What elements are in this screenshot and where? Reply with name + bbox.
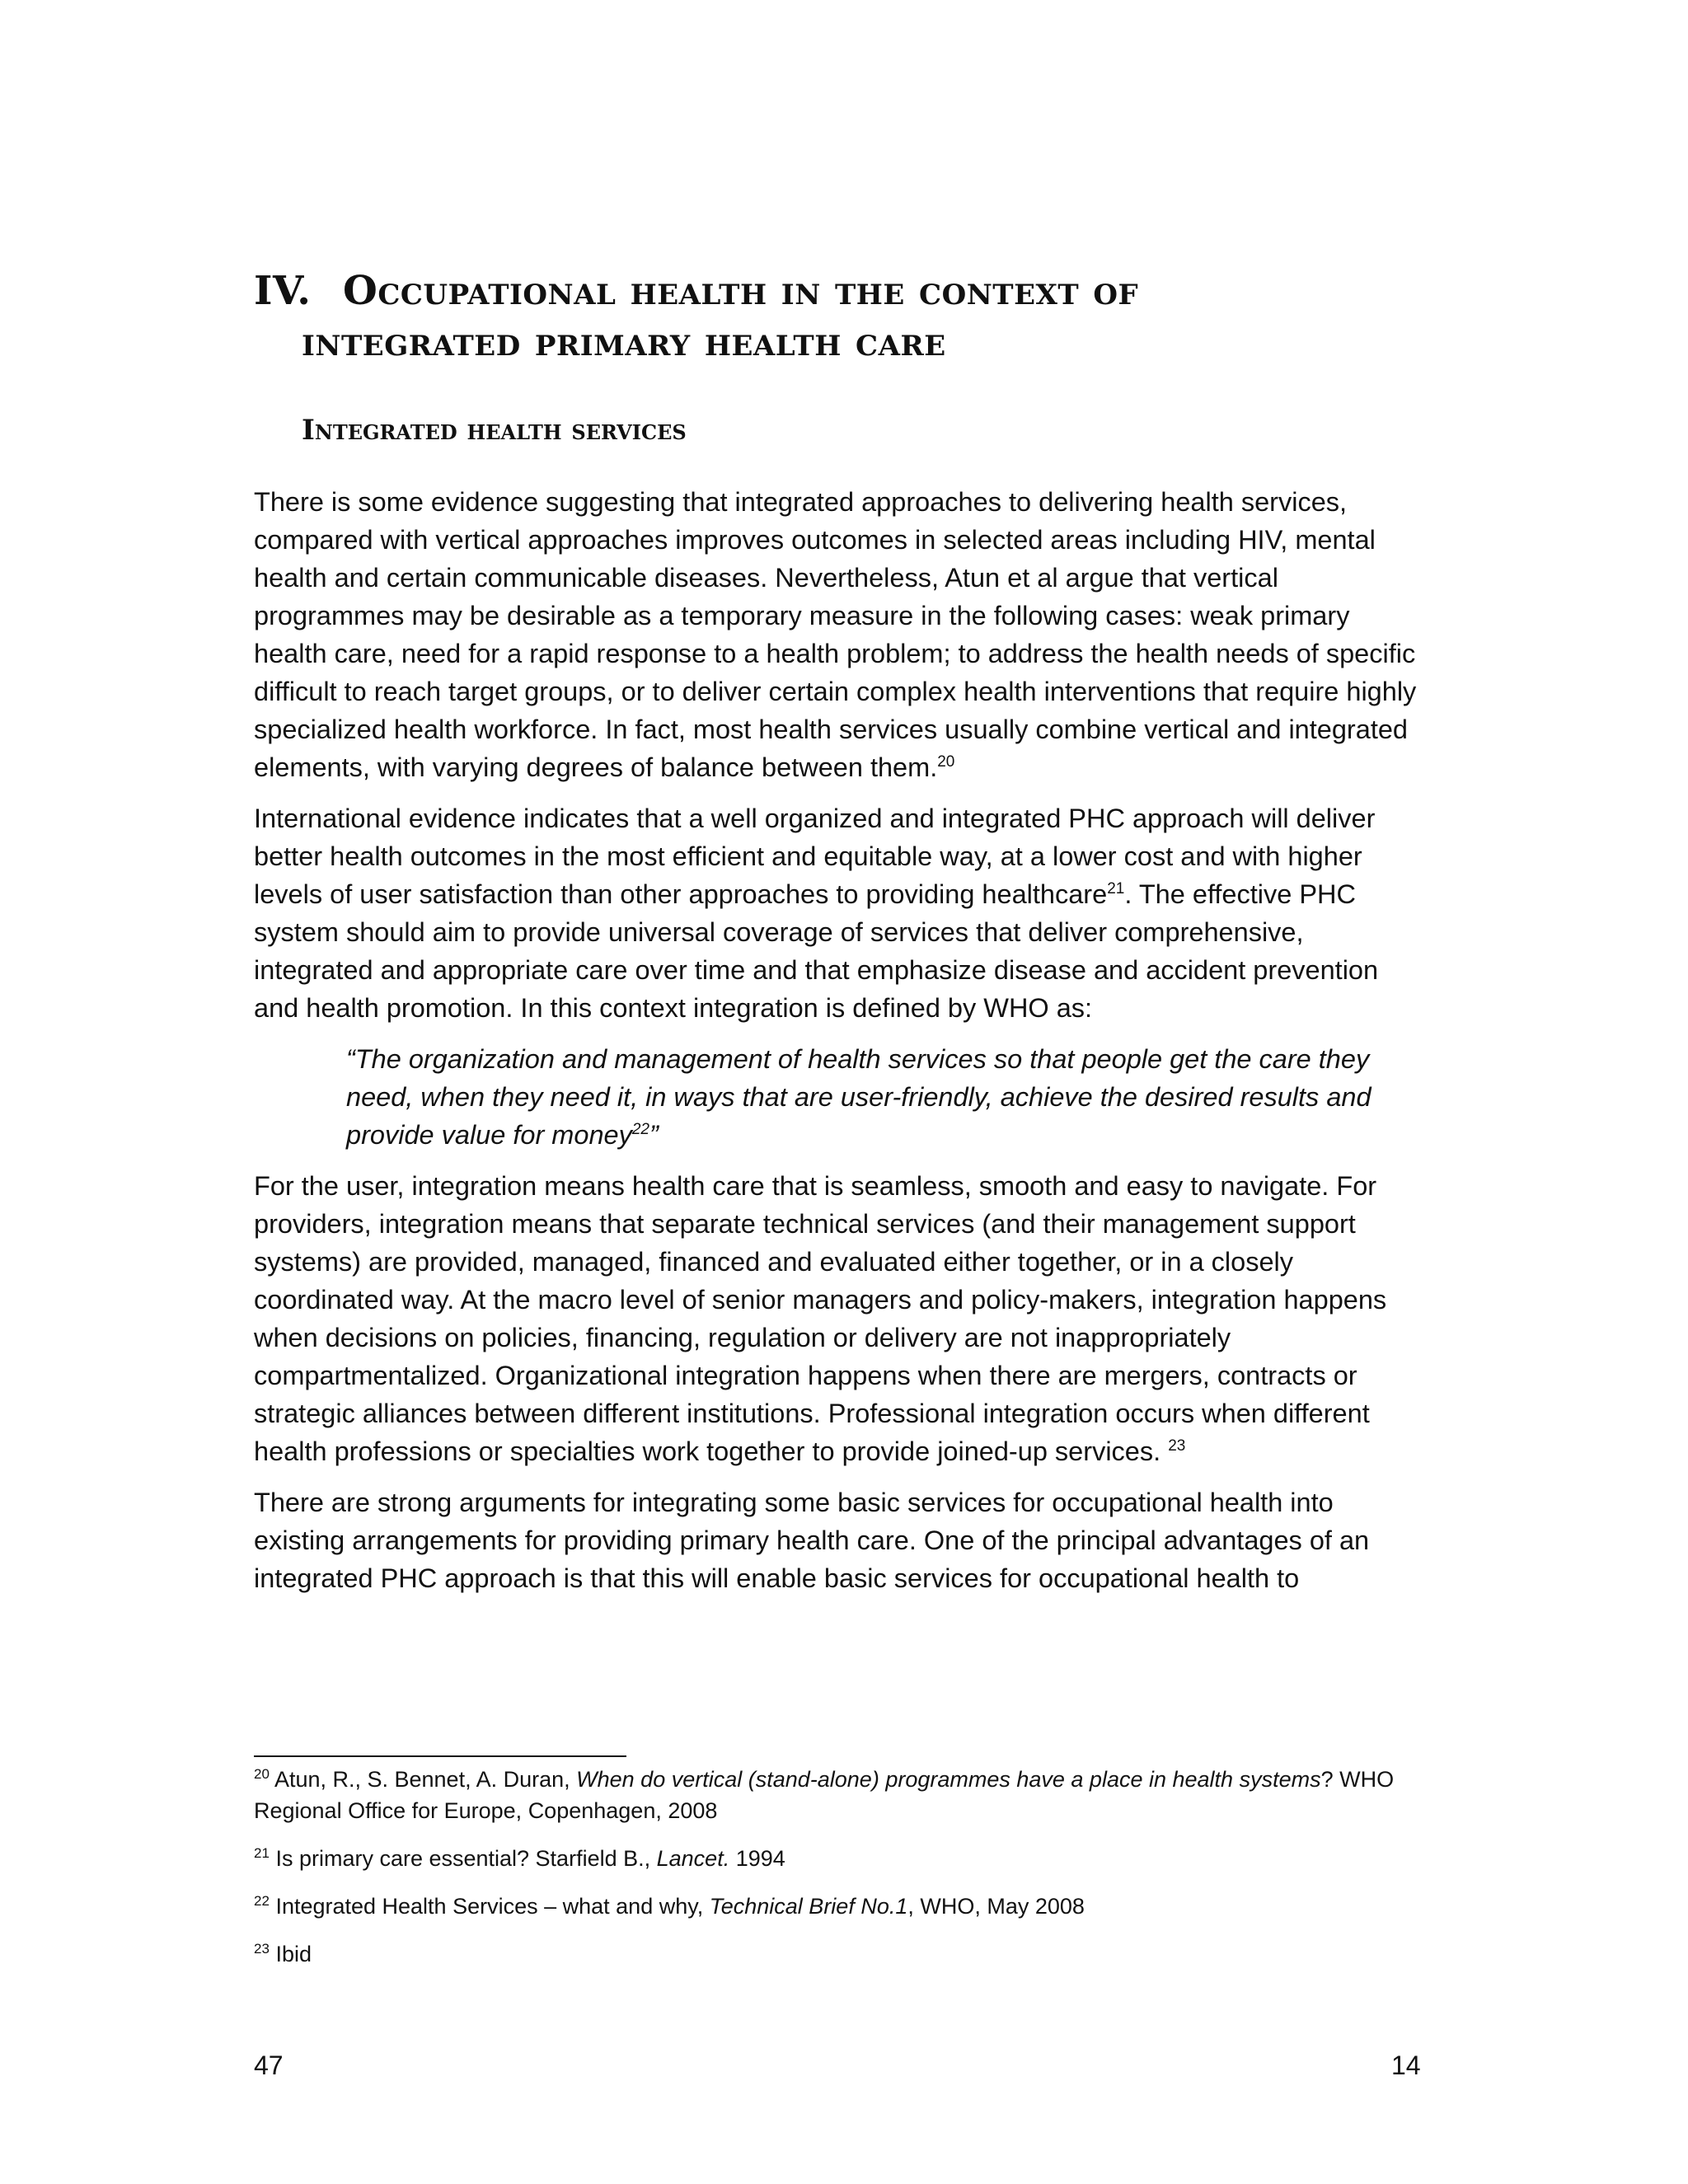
section-title: Integrated health services xyxy=(302,414,687,447)
body-text xyxy=(254,483,1424,1610)
footnote-text: Is primary care essential? Starfield B., xyxy=(275,1846,657,1871)
footnote-number: 23 xyxy=(254,1941,270,1957)
footnote-italic-title: Lancet. xyxy=(656,1846,730,1871)
footnote-ref-23[interactable]: 23 xyxy=(1168,1437,1186,1455)
footnote-number: 20 xyxy=(254,1766,270,1782)
footnote-20 xyxy=(254,1764,1424,1826)
paragraph-4-text: There are strong arguments for integrating some basic services for occupational health into existing arrangements for providing primary health care. One of the principal advantages of an integrated PHC approach is that this will enable basic services for occupational health to xyxy=(254,1488,1370,1593)
paragraph-1 xyxy=(254,483,1424,786)
footnotes xyxy=(254,1764,1424,1986)
chapter-title-line2: integrated primary health care xyxy=(302,319,946,365)
footnote-ref-20[interactable]: 20 xyxy=(937,753,955,771)
footnote-text: Integrated Health Services – what and why, xyxy=(275,1894,710,1919)
footnote-italic-title: Technical Brief No.1 xyxy=(709,1894,908,1919)
footnote-23 xyxy=(254,1938,1424,1970)
page-number-right: 14 xyxy=(1391,2050,1421,2080)
footnote-separator xyxy=(254,1755,626,1757)
footnote-text: Ibid xyxy=(275,1942,312,1966)
paragraph-2-text-a: International evidence indicates that a well organized and integrated PHC approach will deliver better health outcomes in the most efficient and equitable way, at a lower cost and with higher levels of user satisfaction than other approaches to providing healthcare xyxy=(254,804,1376,909)
footnote-text-end: ? WHO Regional Office for Europe, Copenhagen, 2008 xyxy=(254,1767,1395,1823)
paragraph-2 xyxy=(254,799,1424,1027)
footnote-21 xyxy=(254,1843,1424,1874)
paragraph-2-text-b: . The effective PHC system should aim to provide universal coverage of services that deliver comprehensive, integrated and appropriate care over time and that emphasize disease and accident prevention and health promotion. In this context integration is defined by WHO as: xyxy=(254,879,1379,1023)
chapter-title xyxy=(254,265,1424,368)
footnote-text-end: , WHO, May 2008 xyxy=(907,1894,1085,1919)
footnote-text-end: 1994 xyxy=(729,1846,785,1871)
footnote-ref-21[interactable]: 21 xyxy=(1107,880,1125,898)
footnote-22 xyxy=(254,1891,1424,1922)
footnote-number: 21 xyxy=(254,1845,270,1861)
footnote-ref-22[interactable]: 22 xyxy=(631,1121,649,1139)
chapter-number: IV. xyxy=(254,268,312,314)
paragraph-3-text: For the user, integration means health care that is seamless, smooth and easy to navigate. For providers, integration means that separate technical services (and their management support systems) are provided, managed, financed and evaluated either together, or in a closely coordinated way. At the macro level of senior managers and policy-makers, integration happens when decisions on policies, financing, regulation or delivery are not inappropriately compartmentalized. Organizational integration happens when there are mergers, contracts or strategic alliances between different institutions. Professional integration occurs when different health professions or specialties work together to provide joined-up services. xyxy=(254,1171,1387,1466)
paragraph-3 xyxy=(254,1167,1424,1470)
quote-text: “The organization and management of health services so that people get the care they need, when they need it, in ways that are user-friendly, achieve the desired results and provide value for money xyxy=(346,1044,1372,1150)
footnote-number: 22 xyxy=(254,1893,270,1909)
paragraph-1-text: There is some evidence suggesting that integrated approaches to delivering health services, compared with vertical approaches improves outcomes in selected areas including HIV, mental health and certain communicable diseases. Nevertheless, Atun et al argue that vertical programmes may be desirable as a temporary measure in the following cases: weak primary health care, need for a rapid response to a health problem; to address the health needs of specific difficult to reach target groups, or to deliver certain complex health interventions that require highly specialized health workforce. In fact, most health services usually combine vertical and integrated elements, with varying degrees of balance between them. xyxy=(254,487,1417,782)
paragraph-4 xyxy=(254,1483,1424,1597)
quote-close-mark: ” xyxy=(649,1120,659,1150)
who-definition-quote xyxy=(346,1040,1376,1154)
chapter-title-line1: Occupational health in the context of xyxy=(343,268,1139,314)
footnote-text: Atun, R., S. Bennet, A. Duran, xyxy=(274,1767,577,1792)
footnote-italic-title: When do vertical (stand-alone) programmes have a place in health systems xyxy=(576,1767,1321,1792)
page-number-left: 47 xyxy=(254,2050,284,2080)
